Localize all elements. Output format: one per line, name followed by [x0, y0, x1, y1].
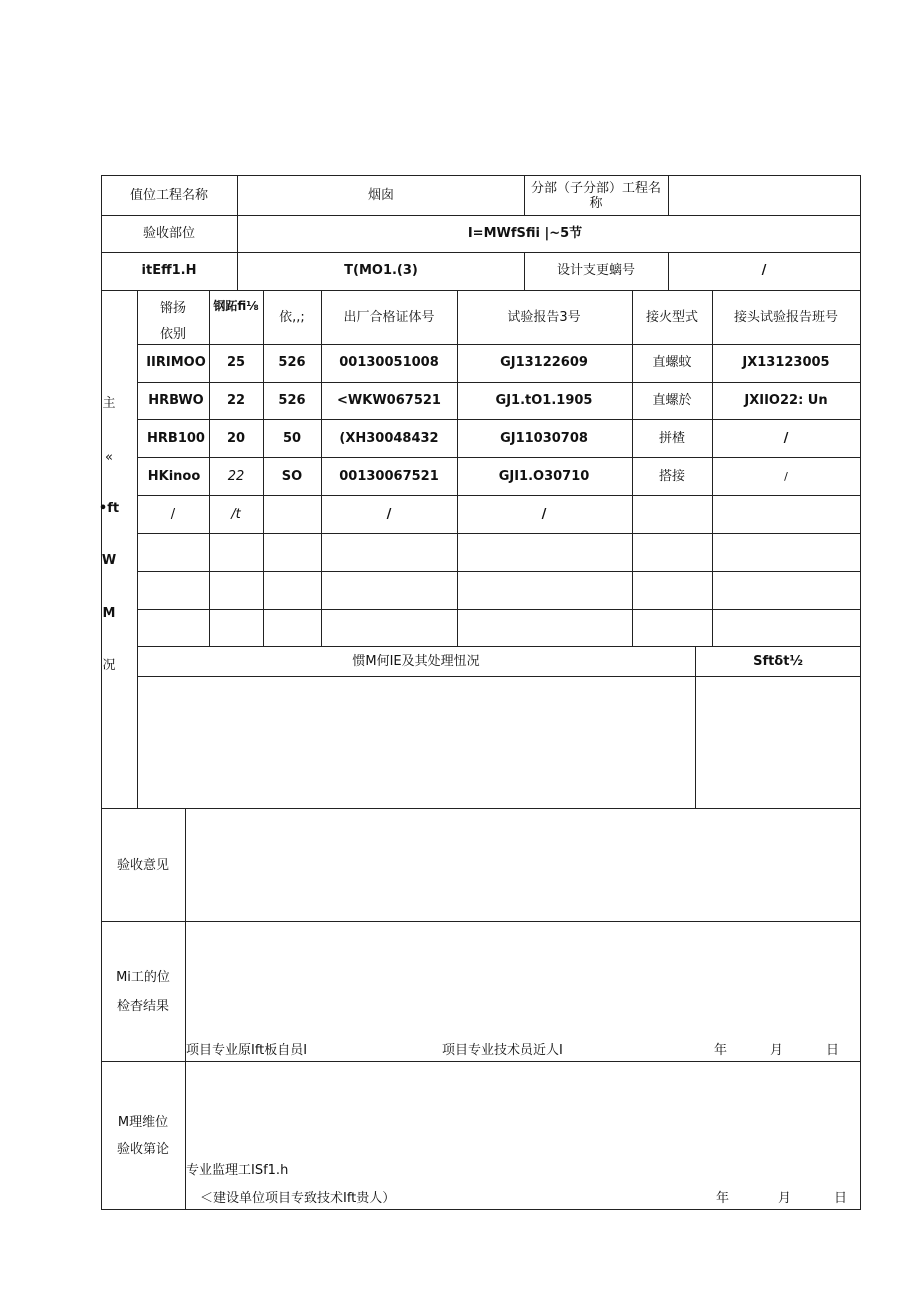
- problem-label: 惯M何IE及其处理忸况: [352, 654, 480, 669]
- table-cell: HRB100: [147, 431, 205, 446]
- date-year: 年: [714, 1043, 728, 1058]
- col-header-joint-report: 接头试验报告班号: [733, 310, 839, 325]
- construction-unit-label: itEff1.H: [141, 263, 197, 278]
- col-header-certificate: 出厂合格证体号: [343, 310, 435, 325]
- date-month: 月: [778, 1191, 792, 1206]
- owner-representative-signature: ＜建设单位项目专致技术Ift贵人）: [200, 1191, 396, 1206]
- acceptance-opinion-label: 验收意见: [116, 858, 170, 873]
- design-change-label: 设计支更螭号: [556, 263, 636, 278]
- table-cell: 20: [226, 431, 246, 446]
- problem-right-label: Sftδt½: [753, 654, 803, 669]
- construction-check-label-line1: Mi工的位: [116, 970, 170, 985]
- table-cell: 25: [226, 355, 246, 370]
- subdivision-label-line1: 分部（子分部）工程名: [530, 181, 662, 196]
- table-cell: /: [386, 507, 392, 522]
- side-label-char: M: [102, 606, 116, 621]
- construction-unit-value: T(MO1.(3): [344, 263, 418, 278]
- table-cell: 22: [226, 393, 246, 408]
- table-cell: 22: [227, 469, 245, 484]
- table-cell: 搭接: [658, 469, 686, 484]
- table-cell: /: [170, 507, 176, 522]
- table-cell: GJI1.O30710: [498, 469, 590, 484]
- table-cell: 526: [278, 393, 306, 408]
- table-cell: 526: [278, 355, 306, 370]
- supervision-label-line1: M理维位: [117, 1115, 169, 1130]
- table-cell: (XH30048432: [339, 431, 439, 446]
- side-label-char: 主: [102, 396, 116, 411]
- table-cell: GJ13122609: [500, 355, 588, 370]
- table-cell: 00130067521: [339, 469, 439, 484]
- supervision-label-line2: 验收第论: [116, 1142, 170, 1157]
- col-header-diameter: 钢跖fi⅛: [213, 299, 259, 313]
- side-label-char: W: [101, 553, 117, 568]
- date-month: 月: [770, 1043, 784, 1058]
- table-cell: SO: [281, 469, 303, 484]
- table-cell: <WKW067521: [337, 393, 441, 408]
- acceptance-part-label: 验收部位: [142, 226, 196, 241]
- side-label-char: •ft: [98, 501, 120, 516]
- subdivision-label-line2: 称: [589, 196, 603, 211]
- table-cell: GJ11030708: [500, 431, 588, 446]
- date-day: 日: [826, 1043, 840, 1058]
- table-cell: 直螺蚊: [652, 355, 692, 370]
- construction-check-label-line2: 检杳结果: [116, 999, 170, 1014]
- design-change-value: /: [761, 263, 767, 278]
- table-cell: HRBWO: [148, 393, 204, 408]
- acceptance-part-value: I=MWfSfii |~5节: [467, 226, 583, 241]
- table-cell: /: [783, 431, 789, 446]
- table-cell: /: [784, 470, 788, 483]
- table-cell: 拼楂: [658, 431, 686, 446]
- date-day: 日: [834, 1191, 848, 1206]
- table-cell: 50: [282, 431, 302, 446]
- side-label-char: 况: [102, 658, 116, 673]
- table-cell: GJ1.tO1.1905: [495, 393, 593, 408]
- supervision-engineer-signature: 专业监理工ISf1.h: [186, 1163, 289, 1178]
- side-label-char: «: [105, 450, 113, 465]
- table-cell: 00130051008: [339, 355, 439, 370]
- table-cell: 直螺於: [652, 393, 692, 408]
- table-cell: JX13123005: [742, 355, 830, 370]
- table-cell: HKinoo: [147, 469, 201, 484]
- table-cell: /: [541, 507, 547, 522]
- unit-project-label: 值位工程名称: [129, 188, 209, 203]
- technical-lead-signature: 项目专业技术员近人I: [442, 1043, 563, 1058]
- table-cell: /t: [231, 507, 241, 522]
- table-cell: JXIIO22: Un: [744, 393, 828, 408]
- col-header-grade: 锵扬 依别: [159, 301, 187, 342]
- col-header-quantity: 依,,;: [279, 310, 305, 325]
- col-header-joint-type: 接火型式: [645, 310, 699, 325]
- quality-inspector-signature: 项目专业原Ift板自员I: [186, 1043, 308, 1058]
- unit-project-value: 烟囱: [367, 188, 395, 203]
- table-cell: IIRIMOO: [146, 355, 206, 370]
- subdivision-label: [531, 181, 661, 211]
- date-year: 年: [716, 1191, 730, 1206]
- col-header-test-report: 试验报告3号: [507, 310, 581, 325]
